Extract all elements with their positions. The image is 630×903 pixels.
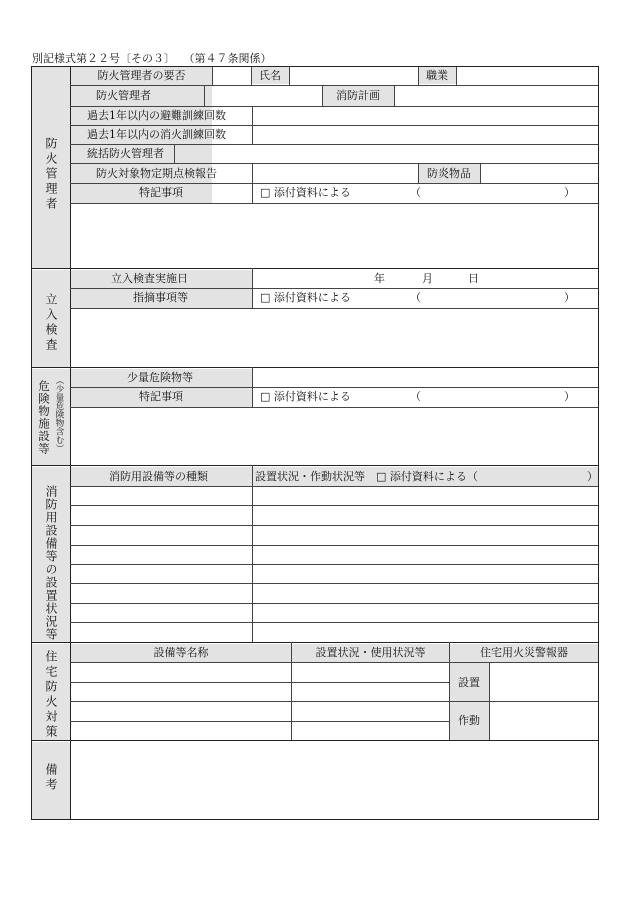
checkbox-attached-materials-hazardous[interactable]: □ 添付資料による — [260, 390, 351, 403]
label-small-hazardous-materials: 少量危険物等 — [127, 371, 193, 384]
label-occupation: 職業 — [426, 69, 448, 82]
column-header-usage-status: 設置状況・使用状況等 — [315, 646, 426, 659]
article-reference: （第４７条関係） — [189, 52, 272, 65]
column-header-residential-smoke-alarm: 住宅用火災警報器 — [480, 646, 568, 659]
checkbox-attached-materials[interactable]: □ 添付資料による — [260, 186, 351, 199]
label-periodic-inspection-report: 防火対象物定期点検報告 — [96, 167, 217, 180]
label-alarm-operation: 作動 — [458, 714, 480, 727]
label-flameproof-goods: 防炎物品 — [427, 167, 471, 180]
form-header — [32, 50, 286, 66]
section-label-on-site-inspection: 立入検査 — [44, 293, 58, 353]
section-label-hazardous-facilities: 危険物施設等 — [37, 380, 51, 455]
label-findings: 指摘事項等 — [133, 291, 188, 304]
form-number: 別記様式第２２号〔その３〕 — [32, 52, 175, 65]
label-alarm-installation: 設置 — [458, 676, 480, 689]
section-label-fire-manager: 防火管理者 — [44, 137, 58, 212]
column-header-installation-status: 設置状況・作動状況等 □ 添付資料による（ — [255, 470, 478, 483]
label-evacuation-drills: 過去1年以内の避難訓練回数 — [87, 109, 226, 122]
label-fire-manager: 防火管理者 — [96, 89, 151, 102]
label-fire-plan: 消防計画 — [336, 89, 380, 102]
label-hazardous-special-notes: 特記事項 — [139, 390, 183, 403]
label-name: 氏名 — [259, 69, 281, 82]
checkbox-attached-materials-inspection[interactable]: □ 添付資料による — [260, 291, 351, 304]
column-header-equipment-type: 消防用設備等の種類 — [109, 470, 208, 483]
label-extinguishing-drills: 過去1年以内の消火訓練回数 — [87, 128, 226, 141]
inspection-form-table: 防火管理者 防火管理者の要否 氏名 職業 防火管理者 消防計画 過去1年以内の避難訓練回数 過去1年以内の消火訓練回数 統括防火管理者 防火対象物定期点検報告 防炎物品 特記事項 □ 添付資料による （ ） 立入検査 立入検査実施日 年 月 日 指摘事項等 □ 添付資料による （ ） （少量危険物含む） 危険物施設等 少量危険物等 特記事項 □ 添付資料による （ ） 消防用設備等の設置状況等 消防用設備等の種類 設置状況・作動状況等 □ 添付資料による（ ） 住宅防火対策 設備等名称 設置状況・使用状況等 住宅用火災警報器 設置 作動 備考 — [31, 66, 599, 820]
label-inspection-date: 立入検査実施日 — [111, 272, 188, 285]
label-general-fire-manager: 統括防火管理者 — [87, 147, 164, 160]
column-header-equipment-name: 設備等名称 — [153, 646, 209, 659]
section-label-remarks: 備考 — [44, 763, 58, 793]
label-special-notes: 特記事項 — [139, 186, 183, 199]
section-sublabel-small-hazardous: （少量危険物含む） — [54, 376, 64, 453]
label-manager-requirement: 防火管理者の要否 — [97, 69, 186, 82]
section-label-fire-equipment: 消防用設備等の設置状況等 — [44, 485, 58, 641]
section-label-residential-fire-prevention: 住宅防火対策 — [44, 650, 58, 740]
